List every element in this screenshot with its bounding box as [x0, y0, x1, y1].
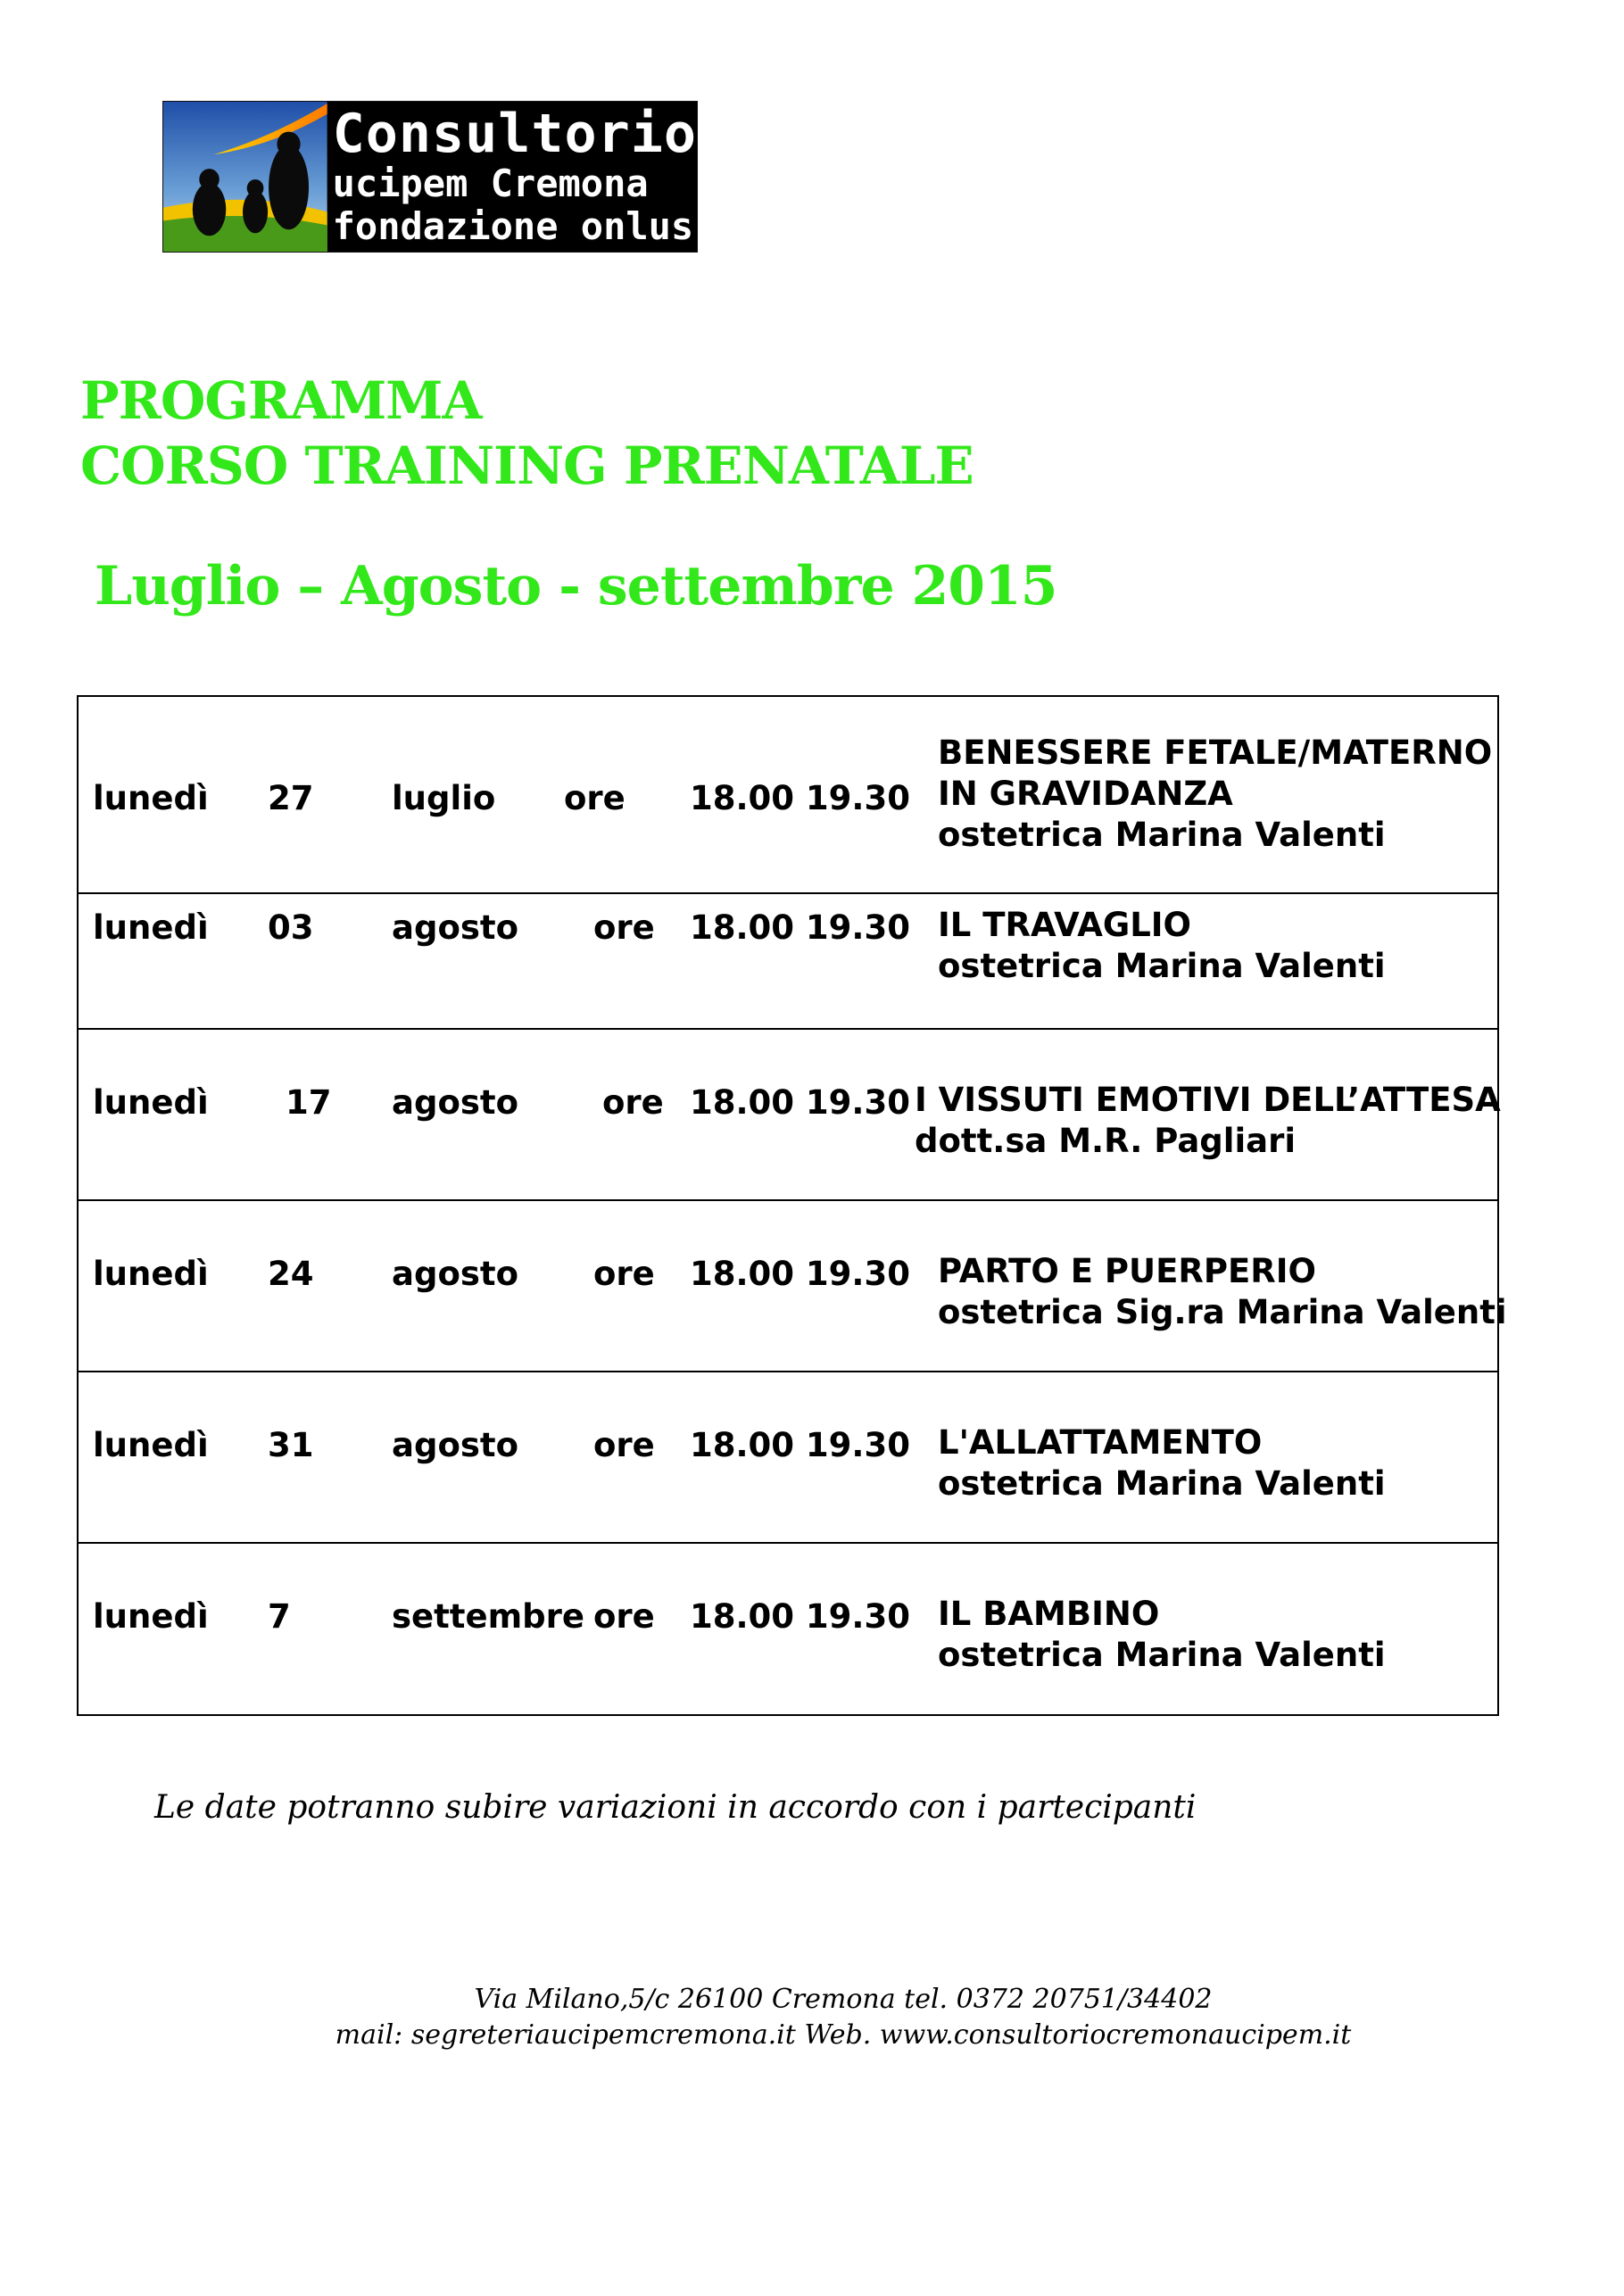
topic-title: BENESSERE FETALE/MATERNO: [938, 734, 1493, 772]
topic-speaker: ostetrica Marina Valenti: [938, 1636, 1386, 1674]
topic-cell: [938, 1251, 1507, 1333]
topic-speaker: dott.sa M.R. Pagliari: [915, 1122, 1297, 1160]
topic-title: IL TRAVAGLIO: [938, 906, 1192, 944]
month-cell: settembre: [392, 1597, 584, 1636]
variation-note: Le date potranno subire variazioni in accordo con i partecipanti: [154, 1789, 1197, 1826]
family-silhouette-logo-icon: [163, 102, 327, 252]
day-cell: lunedì: [93, 1426, 209, 1464]
day-cell: lunedì: [93, 1597, 209, 1636]
table-row: [79, 894, 1497, 1030]
topic-speaker: ostetrica Marina Valenti: [938, 816, 1386, 854]
date-cell: 7: [268, 1597, 291, 1636]
topic-title: IN GRAVIDANZA: [938, 775, 1233, 813]
topic-speaker: ostetrica Marina Valenti: [938, 947, 1386, 985]
ore-cell: ore: [593, 1597, 655, 1636]
topic-speaker: ostetrica Sig.ra Marina Valenti: [938, 1293, 1507, 1331]
title-course: CORSO TRAINING PRENATALE: [80, 435, 974, 496]
topic-title: PARTO E PUERPERIO: [938, 1252, 1316, 1290]
logo-line-2: ucipem Cremona: [332, 162, 649, 205]
time-cell: 18.00 19.30: [690, 908, 910, 947]
topic-title: IL BAMBINO: [938, 1595, 1160, 1633]
day-cell: lunedì: [93, 1255, 209, 1293]
topic-cell: [938, 905, 1386, 987]
date-cell: 03: [268, 908, 314, 947]
day-cell: lunedì: [93, 1083, 209, 1122]
time-cell: 18.00 19.30: [690, 1597, 910, 1636]
month-cell: agosto: [392, 1083, 519, 1122]
schedule-table: [77, 695, 1507, 1716]
date-cell: 27: [268, 779, 314, 817]
table-row: [79, 1372, 1497, 1544]
ore-cell: ore: [564, 779, 626, 817]
table-row: [79, 1030, 1501, 1201]
month-cell: agosto: [392, 1255, 519, 1293]
date-cell: 17: [286, 1083, 332, 1122]
month-cell: agosto: [392, 908, 519, 947]
time-cell: 18.00 19.30: [690, 1255, 910, 1293]
time-cell: 18.00 19.30: [690, 1426, 910, 1464]
ore-cell: ore: [602, 1083, 664, 1122]
topic-title: I VISSUTI EMOTIVI DELL’ATTESA: [915, 1081, 1501, 1119]
table-row: [79, 1544, 1497, 1714]
logo-line-3: fondazione onlus: [332, 204, 694, 248]
topic-cell: [938, 1422, 1386, 1504]
topic-cell: [915, 1080, 1501, 1162]
topic-cell: [938, 733, 1492, 856]
topic-speaker: ostetrica Marina Valenti: [938, 1464, 1386, 1503]
ore-cell: ore: [593, 908, 655, 947]
title-period: Luglio – Agosto - settembre 2015: [95, 555, 1057, 618]
title-programma: PROGRAMMA: [80, 370, 482, 431]
month-cell: luglio: [392, 779, 496, 817]
topic-cell: [938, 1594, 1386, 1676]
footer-address: Via Milano,5/c 26100 Cremona tel. 0372 20751/34402: [474, 1984, 1213, 2015]
date-cell: 31: [268, 1426, 314, 1464]
logo: [162, 101, 698, 253]
footer-contact: mail: segreteriaucipemcremona.it Web. www.consultoriocremonaucipem.it: [335, 2019, 1352, 2051]
ore-cell: ore: [593, 1255, 655, 1293]
day-cell: lunedì: [93, 779, 209, 817]
month-cell: agosto: [392, 1426, 519, 1464]
time-cell: 18.00 19.30: [690, 779, 910, 817]
topic-title: L'ALLATTAMENTO: [938, 1423, 1263, 1462]
logo-text: [327, 102, 697, 252]
ore-cell: ore: [593, 1426, 655, 1464]
date-cell: 24: [268, 1255, 314, 1293]
table-row: [79, 1201, 1507, 1372]
table-row: [79, 697, 1497, 894]
logo-line-1: Consultorio: [332, 103, 697, 165]
time-cell: 18.00 19.30: [690, 1083, 910, 1122]
day-cell: lunedì: [93, 908, 209, 947]
